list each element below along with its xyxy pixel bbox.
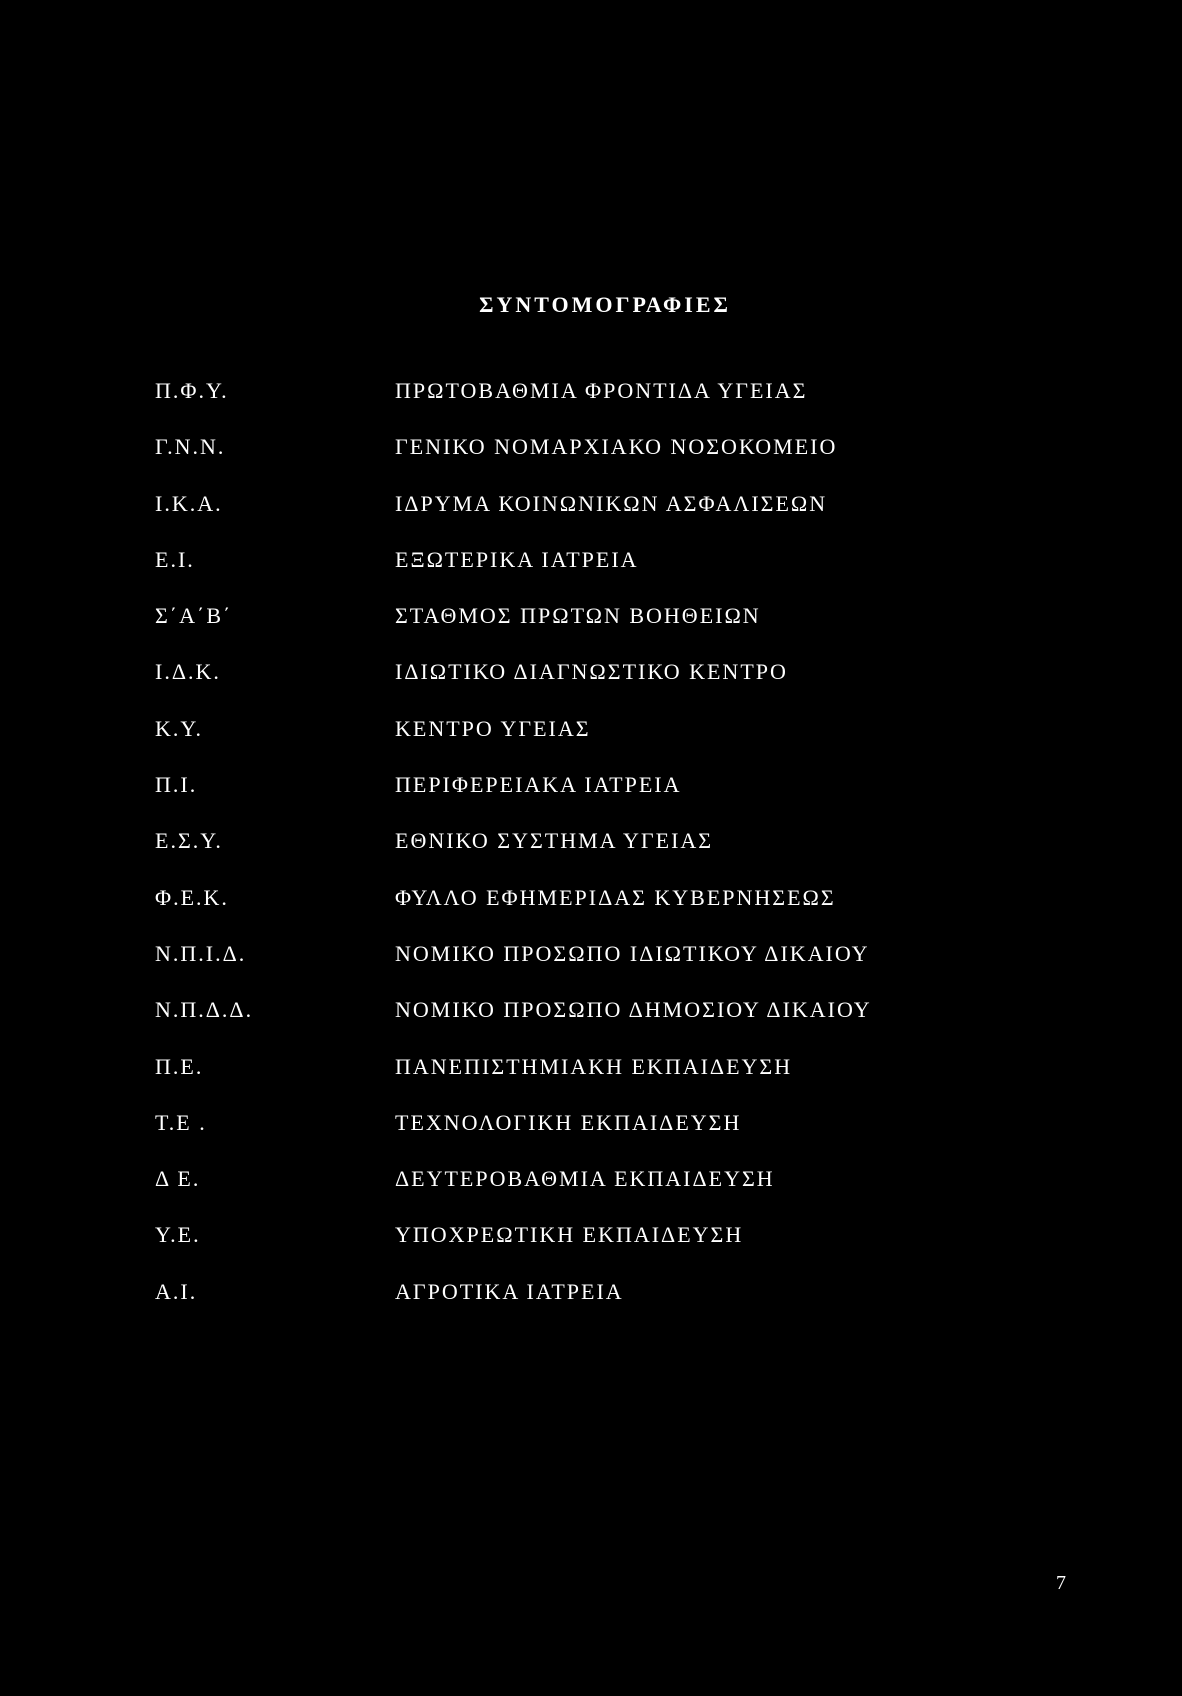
list-item	[155, 659, 1035, 715]
list-item	[155, 547, 1035, 603]
page-number: 7	[1056, 1572, 1066, 1594]
list-item	[155, 941, 1035, 997]
abbreviation-meaning: ΤΕΧΝΟΛΟΓΙΚΗ ΕΚΠΑΙΔΕΥΣΗ	[395, 1109, 742, 1135]
abbreviation-meaning: ΙΔΡΥΜΑ ΚΟΙΝΩΝΙΚΩΝ ΑΣΦΑΛΙΣΕΩΝ	[395, 490, 828, 516]
abbreviation: Α.Ι.	[155, 1278, 198, 1304]
abbreviation-meaning: ΣΤΑΘΜΟΣ ΠΡΩΤΩΝ ΒΟΗΘΕΙΩΝ	[395, 603, 761, 629]
list-item	[155, 491, 1035, 547]
list-item	[155, 1054, 1035, 1110]
abbreviation: Υ.Ε.	[155, 1222, 201, 1248]
abbreviation-meaning: ΚΕΝΤΡΟ ΥΓΕΙΑΣ	[395, 715, 591, 741]
abbreviation: Ι.Δ.Κ.	[155, 659, 221, 685]
abbreviation: Ε.Ι.	[155, 546, 195, 572]
abbreviation-meaning: ΝΟΜΙΚΟ ΠΡΟΣΩΠΟ ΙΔΙΩΤΙΚΟΥ ΔΙΚΑΙΟΥ	[395, 940, 870, 966]
abbreviation-meaning: ΕΞΩΤΕΡΙΚΑ ΙΑΤΡΕΙΑ	[395, 546, 639, 572]
abbreviation-meaning: ΙΔΙΩΤΙΚΟ ΔΙΑΓΝΩΣΤΙΚΟ ΚΕΝΤΡΟ	[395, 659, 788, 685]
abbreviation: Ι.Κ.Α.	[155, 490, 223, 516]
abbreviation-meaning: ΝΟΜΙΚΟ ΠΡΟΣΩΠΟ ΔΗΜΟΣΙΟΥ ΔΙΚΑΙΟΥ	[395, 997, 872, 1023]
abbreviation: Κ.Υ.	[155, 715, 204, 741]
abbreviation: Τ.Ε .	[155, 1109, 207, 1135]
abbreviation-meaning: ΥΠΟΧΡΕΩΤΙΚΗ ΕΚΠΑΙΔΕΥΣΗ	[395, 1222, 744, 1248]
abbreviation-meaning: ΑΓΡΟΤΙΚΑ ΙΑΤΡΕΙΑ	[395, 1278, 624, 1304]
list-item	[155, 997, 1035, 1053]
list-item	[155, 716, 1035, 772]
abbreviation-meaning: ΠΕΡΙΦΕΡΕΙΑΚΑ ΙΑΤΡΕΙΑ	[395, 772, 682, 798]
page-title: ΣΥΝΤΟΜΟΓΡΑΦΙΕΣ	[479, 292, 731, 317]
list-item	[155, 1279, 1035, 1335]
abbreviation: Π.Ι.	[155, 772, 198, 798]
list-item	[155, 772, 1035, 828]
abbreviation-meaning: ΓΕΝΙΚΟ ΝΟΜΑΡΧΙΑΚΟ ΝΟΣΟΚΟΜΕΙΟ	[395, 434, 838, 460]
abbreviation: Ν.Π.Δ.Δ.	[155, 997, 254, 1023]
list-item	[155, 434, 1035, 490]
list-item	[155, 1110, 1035, 1166]
abbreviation: Γ.Ν.Ν.	[155, 434, 226, 460]
abbreviations-list	[155, 378, 1035, 1335]
list-item	[155, 885, 1035, 941]
list-item	[155, 378, 1035, 434]
abbreviation: Δ Ε.	[155, 1166, 201, 1192]
abbreviation: Π.Ε.	[155, 1053, 204, 1079]
list-item	[155, 603, 1035, 659]
list-item	[155, 828, 1035, 884]
list-item	[155, 1222, 1035, 1278]
abbreviation: Φ.Ε.Κ.	[155, 884, 229, 910]
abbreviation-meaning: ΦΥΛΛΟ ΕΦΗΜΕΡΙΔΑΣ ΚΥΒΕΡΝΗΣΕΩΣ	[395, 884, 836, 910]
abbreviation: Σ΄Α΄Β΄	[155, 603, 233, 629]
abbreviation: Ε.Σ.Υ.	[155, 828, 223, 854]
abbreviation-meaning: ΠΡΩΤΟΒΑΘΜΙΑ ΦΡΟΝΤΙΔΑ ΥΓΕΙΑΣ	[395, 378, 808, 403]
abbreviation: Π.Φ.Υ.	[155, 378, 229, 403]
abbreviation-meaning: ΕΘΝΙΚΟ ΣΥΣΤΗΜΑ ΥΓΕΙΑΣ	[395, 828, 714, 854]
abbreviation: Ν.Π.Ι.Δ.	[155, 940, 247, 966]
abbreviation-meaning: ΔΕΥΤΕΡΟΒΑΘΜΙΑ ΕΚΠΑΙΔΕΥΣΗ	[395, 1166, 775, 1192]
list-item	[155, 1166, 1035, 1222]
abbreviation-meaning: ΠΑΝΕΠΙΣΤΗΜΙΑΚΗ ΕΚΠΑΙΔΕΥΣΗ	[395, 1053, 793, 1079]
